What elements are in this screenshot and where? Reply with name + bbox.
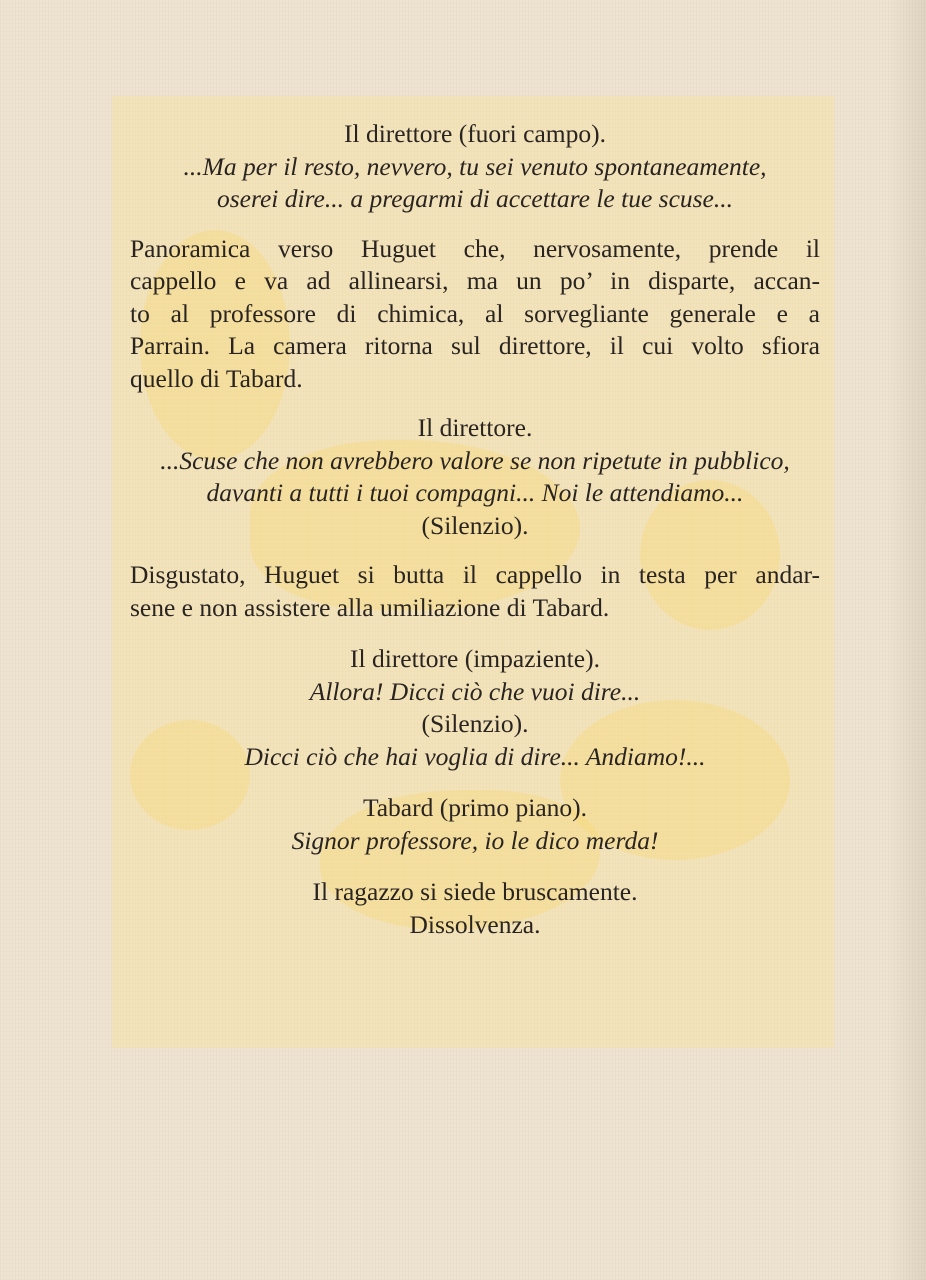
speaker-line: Il direttore. (417, 413, 533, 442)
description-paragraph (130, 233, 820, 396)
dialogue-line: oserei dire... a pregarmi di accettare le tue scuse... (216, 184, 733, 213)
closing-line: Dissolvenza. (409, 909, 541, 939)
dialogue-line: ...Ma per il resto, nevvero, tu sei venuto spontaneamente, (183, 151, 767, 181)
description-paragraph (130, 559, 820, 624)
dialogue-line: Allora! Dicci ciò che vuoi dire... (309, 676, 641, 706)
paragraph-line: cappello e va ad allinearsi, ma un po’ in disparte, accan- (130, 266, 820, 295)
paragraph-line: Disgustato, Huguet si butta il cappello in testa per andar- (130, 560, 820, 589)
dialogue-line: ...Scuse che non avrebbero valore se non ripetute in pubblico, (160, 445, 790, 475)
stage-direction: (Silenzio). (421, 510, 529, 540)
dialogue-line: davanti a tutti i tuoi compagni... Noi le attendiamo... (206, 478, 744, 507)
speaker-line: Il direttore (fuori campo). (344, 119, 606, 148)
speaker-line: Tabard (primo piano). (362, 793, 588, 822)
stage-direction: (Silenzio). (421, 709, 529, 738)
paragraph-line: to al professore di chimica, al sorvegliante generale e a (130, 298, 820, 328)
paragraph-line: Panoramica verso Huguet che, nervosamente, prende il (130, 233, 820, 263)
paragraph-line: Parrain. La camera ritorna sul direttore, il cui volto sfiora (130, 331, 820, 360)
speaker-line: Il direttore (impaziente). (350, 644, 600, 673)
dialogue-line: Signor professore, io le dico merda! (291, 825, 659, 855)
paragraph-line: quello di Tabard. (130, 363, 303, 393)
page-edge-shadow (886, 0, 926, 1280)
closing-line: Il ragazzo si siede bruscamente. (312, 877, 638, 906)
paragraph-line: sene e non assistere alla umiliazione di Tabard. (130, 592, 610, 622)
script-text (130, 118, 820, 941)
dialogue-line: Dicci ciò che hai voglia di dire... Andiamo!... (244, 741, 706, 771)
